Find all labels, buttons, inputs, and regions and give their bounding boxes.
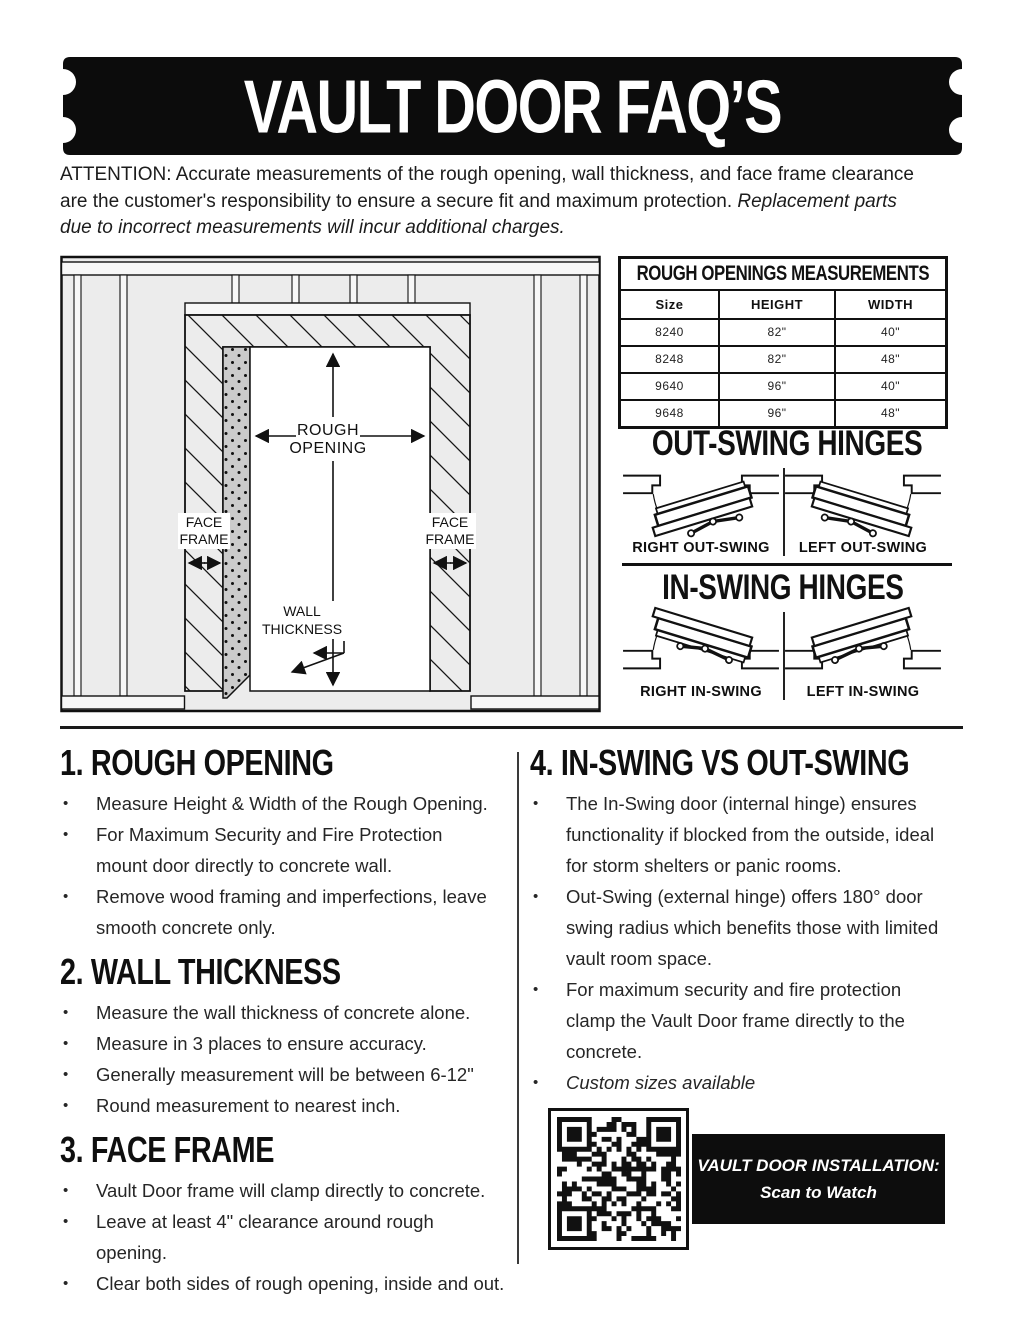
list-item: • Round measurement to nearest inch. bbox=[63, 1095, 401, 1116]
attention-line-1: ATTENTION: Accurate measurements of the rough opening, wall thickness, and face frame clearance bbox=[60, 164, 914, 185]
right-out-swing-door-icon bbox=[623, 462, 779, 538]
table-row: 9648 96" 48" bbox=[621, 399, 945, 426]
section-1-heading: 1. ROUGH OPENING bbox=[60, 742, 334, 783]
page-title: VAULT DOOR FAQ’S bbox=[243, 63, 782, 149]
face-frame-right-label: FACE bbox=[431, 514, 469, 530]
installation-banner-line-1: VAULT DOOR INSTALLATION: bbox=[697, 1156, 940, 1175]
section-rough-opening bbox=[60, 744, 508, 943]
rough-openings-table bbox=[618, 256, 948, 429]
out-swing-divider bbox=[783, 468, 785, 556]
svg-text:THICKNESS: THICKNESS bbox=[261, 621, 343, 637]
wall-thickness-label: WALL bbox=[283, 603, 321, 619]
rough-opening-diagram bbox=[60, 255, 601, 715]
left-column bbox=[60, 744, 508, 1309]
right-out-swing-label: RIGHT OUT-SWING bbox=[632, 540, 770, 556]
svg-text:OPENING: OPENING bbox=[289, 440, 367, 457]
svg-text:FRAME: FRAME bbox=[425, 531, 475, 547]
list-item: • Measure Height & Width of the Rough Opening. bbox=[63, 793, 488, 814]
section-divider-rule bbox=[60, 726, 963, 729]
section-face-frame bbox=[60, 1131, 508, 1299]
in-swing-divider bbox=[783, 612, 785, 700]
table-row: 9640 96" 40" bbox=[621, 372, 945, 399]
qr-code-box bbox=[548, 1108, 689, 1250]
col-header-height: HEIGHT bbox=[718, 291, 836, 318]
attention-paragraph bbox=[60, 162, 966, 242]
column-divider bbox=[517, 752, 519, 1264]
list-item: • For Maximum Security and Fire Protection mount door directly to concrete wall. bbox=[63, 824, 443, 876]
right-out-swing-diagram bbox=[620, 462, 782, 556]
section-2-heading: 2. WALL THICKNESS bbox=[60, 951, 341, 992]
list-item: • Vault Door frame will clamp directly to concrete. bbox=[63, 1180, 486, 1201]
right-in-swing-door-icon bbox=[623, 606, 779, 682]
col-header-size: Size bbox=[655, 297, 684, 312]
installation-video-banner bbox=[692, 1134, 945, 1224]
list-item: • Generally measurement will be between 6-12" bbox=[63, 1064, 474, 1085]
left-out-swing-door-icon bbox=[785, 462, 941, 538]
table-row: 8248 82" 48" bbox=[621, 345, 945, 372]
list-item: • Measure the wall thickness of concrete alone. bbox=[63, 1002, 471, 1023]
face-frame-left-label: FACE bbox=[185, 514, 223, 530]
right-in-swing-label: RIGHT IN-SWING bbox=[640, 684, 762, 700]
svg-text:FRAME: FRAME bbox=[179, 531, 229, 547]
list-item: • Measure in 3 places to ensure accuracy. bbox=[63, 1033, 427, 1054]
attention-line-3: due to incorrect measurements will incur additional charges. bbox=[60, 217, 565, 238]
rough-opening-label: ROUGH bbox=[296, 422, 360, 439]
section-3-heading: 3. FACE FRAME bbox=[60, 1129, 275, 1170]
list-item: • Clear both sides of rough opening, inside and out. bbox=[63, 1273, 505, 1294]
left-in-swing-diagram bbox=[782, 606, 944, 700]
col-header-width: WIDTH bbox=[867, 297, 914, 312]
table-row: 8240 82" 40" bbox=[621, 318, 945, 345]
left-out-swing-diagram bbox=[782, 462, 944, 556]
attention-line-2: are the customer's responsibility to ensure a secure fit and maximum protection. Replacement parts bbox=[60, 190, 897, 212]
section-4-heading: 4. IN-SWING VS OUT-SWING bbox=[530, 742, 910, 783]
table-title: ROUGH OPENINGS MEASUREMENTS bbox=[636, 262, 930, 285]
right-in-swing-diagram bbox=[620, 606, 782, 700]
section-wall-thickness bbox=[60, 953, 508, 1121]
hinge-section-divider bbox=[622, 563, 952, 566]
left-in-swing-label: LEFT IN-SWING bbox=[806, 684, 920, 700]
list-item: • Custom sizes available bbox=[533, 1072, 756, 1093]
list-item: • For maximum security and fire protection clamp the Vault Door frame directly to the concrete. bbox=[533, 979, 905, 1062]
list-item: • Remove wood framing and imperfections, leave smooth concrete only. bbox=[63, 886, 487, 938]
list-item: • Out-Swing (external hinge) offers 180° door swing radius which benefits those with limited vault room space. bbox=[533, 886, 939, 969]
left-out-swing-label: LEFT OUT-SWING bbox=[798, 540, 928, 556]
list-item: • Leave at least 4" clearance around rough opening. bbox=[63, 1211, 434, 1263]
in-swing-hinges-title: IN-SWING HINGES bbox=[662, 568, 904, 607]
opening-area bbox=[250, 347, 430, 691]
installation-banner-line-2: Scan to Watch bbox=[760, 1183, 877, 1202]
right-column bbox=[530, 744, 964, 1108]
table-header-row bbox=[621, 291, 945, 318]
title-banner bbox=[63, 57, 962, 155]
left-in-swing-door-icon bbox=[785, 606, 941, 682]
section-in-vs-out-swing bbox=[530, 744, 964, 1098]
list-item: • The In-Swing door (internal hinge) ensures functionality if blocked from the outside, ideal for storm shelters or panic rooms. bbox=[533, 793, 935, 876]
out-swing-hinges-title: OUT-SWING HINGES bbox=[651, 424, 923, 463]
qr-code bbox=[557, 1117, 681, 1241]
